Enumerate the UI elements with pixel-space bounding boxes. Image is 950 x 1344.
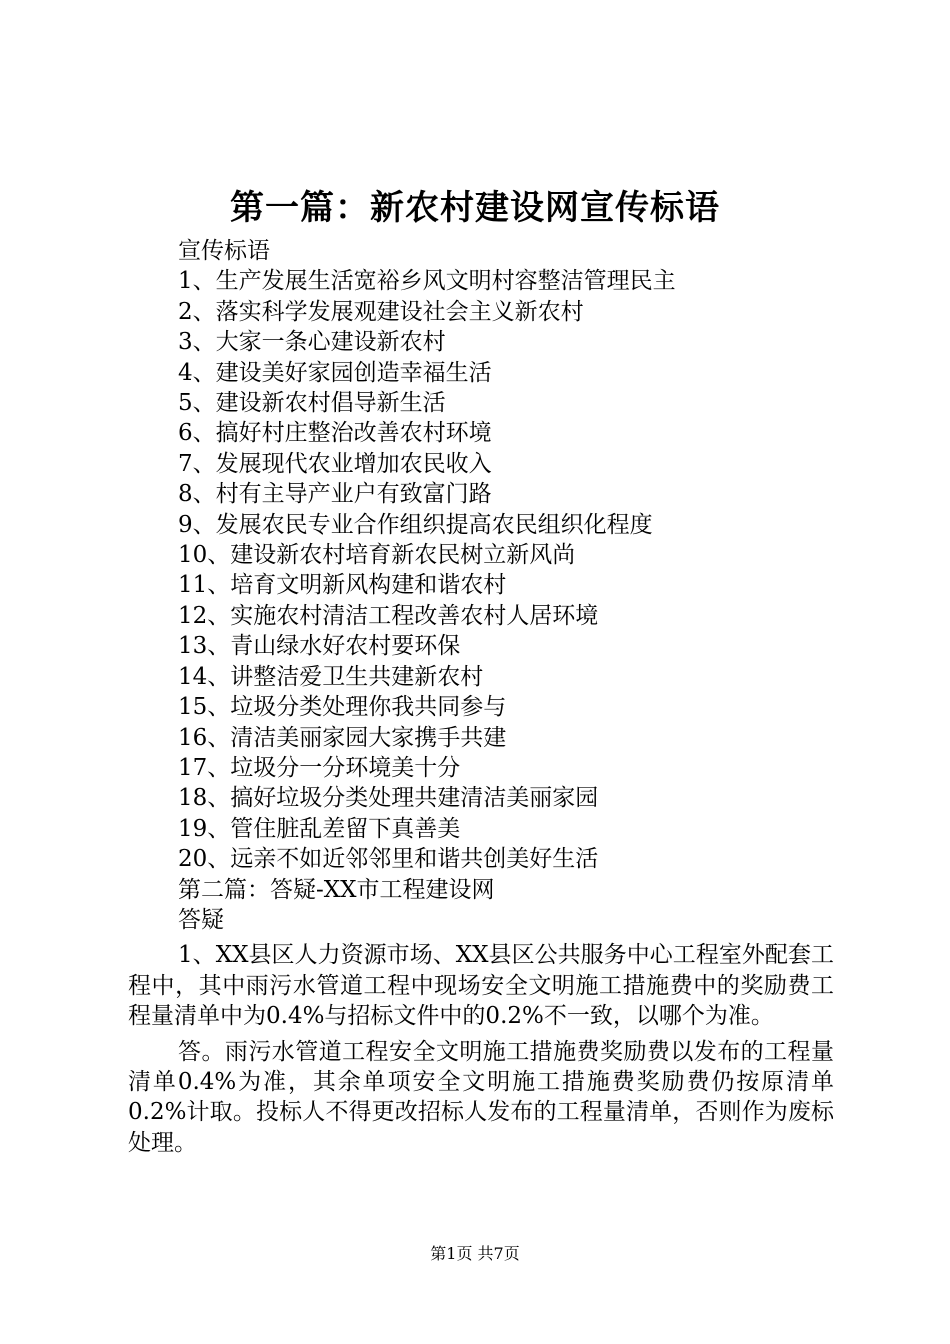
slogan-item: 5、建设新农村倡导新生活 xyxy=(178,390,446,417)
question-paragraph: 1、XX县区人力资源市场、XX县区公共服务中心工程室外配套工程中，其中雨污水管道工程中现场安全文明施工措施费中的奖励费工程量清单中为0.4%与招标文件中的0.2%不一致，以哪个为准。 xyxy=(128,942,834,1030)
section-heading: 宣传标语 xyxy=(178,238,270,264)
slogan-item: 14、讲整洁爱卫生共建新农村 xyxy=(178,663,484,690)
slogan-item: 12、实施农村清洁工程改善农村人居环境 xyxy=(178,602,599,629)
page-footer: 第1页 共7页 xyxy=(430,1244,520,1263)
slogan-item: 20、远亲不如近邻邻里和谐共创美好生活 xyxy=(178,846,599,873)
section-heading: 答疑 xyxy=(178,906,224,933)
slogan-item: 17、垃圾分一分环境美十分 xyxy=(178,754,461,781)
slogan-item: 16、清洁美丽家园大家携手共建 xyxy=(178,724,507,751)
slogan-item: 19、管住脏乱差留下真善美 xyxy=(178,815,461,842)
slogan-item: 11、培育文明新风构建和谐农村 xyxy=(178,572,507,599)
slogan-item: 15、垃圾分类处理你我共同参与 xyxy=(178,694,507,721)
answer-paragraph: 答。雨污水管道工程安全文明施工措施费奖励费以发布的工程量清单0.4%为准，其余单项安全文明施工措施费奖励费仍按原清单0.2%计取。投标人不得更改招标人发布的工程量清单，否则作为废标处理。 xyxy=(128,1038,834,1156)
slogan-item: 8、村有主导产业户有致富门路 xyxy=(178,481,492,508)
slogan-item: 18、搞好垃圾分类处理共建清洁美丽家园 xyxy=(178,785,599,812)
slogan-item: 13、青山绿水好农村要环保 xyxy=(178,633,461,660)
document-body xyxy=(128,236,834,1158)
slogan-item: 4、建设美好家园创造幸福生活 xyxy=(178,359,492,386)
slogan-item: 3、大家一条心建设新农村 xyxy=(178,329,446,356)
slogan-item: 10、建设新农村培育新农民树立新风尚 xyxy=(178,542,576,569)
section-title: 第二篇：答疑-XX市工程建设网 xyxy=(178,876,495,903)
slogan-item: 1、生产发展生活宽裕乡风文明村容整洁管理民主 xyxy=(178,268,676,295)
slogan-item: 6、搞好村庄整治改善农村环境 xyxy=(178,420,492,447)
document-title: 第一篇：新农村建设网宣传标语 xyxy=(230,188,720,228)
slogan-item: 9、发展农民专业合作组织提高农民组织化程度 xyxy=(178,511,653,538)
slogan-item: 7、发展现代农业增加农民收入 xyxy=(178,450,492,477)
slogan-item: 2、落实科学发展观建设社会主义新农村 xyxy=(178,298,584,325)
